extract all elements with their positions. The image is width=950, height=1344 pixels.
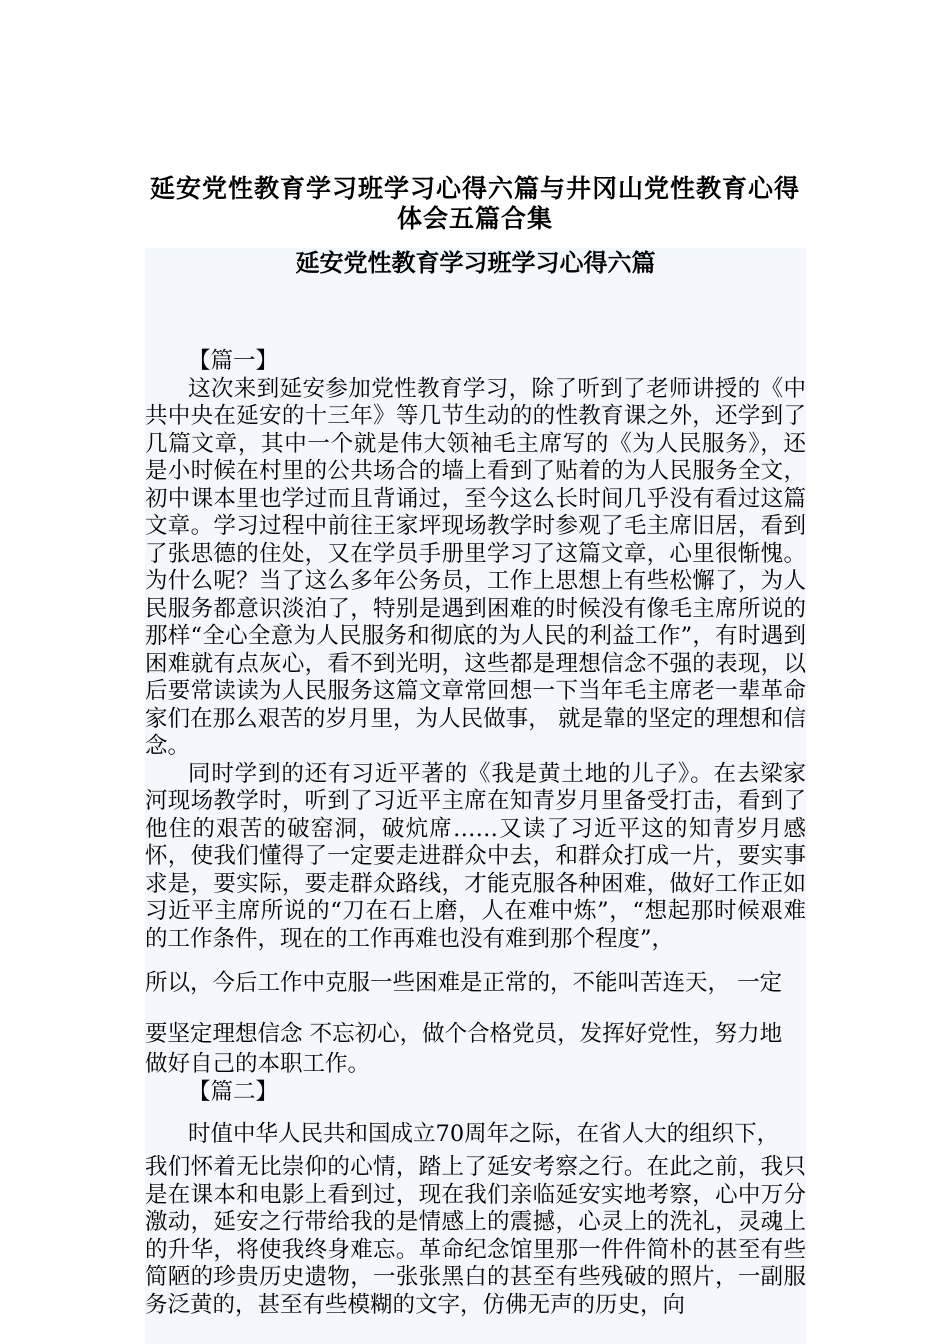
part2-label: 【篇二】 xyxy=(188,1078,279,1105)
part1-label: 【篇一】 xyxy=(188,348,279,374)
part1-paragraph-2: 同时学到的还有习近平著的《我是黄土地的儿子》。在去梁家河现场教学时，听到了习近平主席在知青岁月里备受打击，看到了他住的艰苦的破窑洞，破炕席……又读了习近平这的知青岁月感怀，使我们懂得了一定要走进群众中去，和群众打成一片，要实事求是，要实际，要走群众路线，才能克服各种困难，做好工作正如习近平主席所说的“刀在石上磨，人在难中炼”，“想起那时候艰难的工作条件，现在的工作再难也没有难到那个程度”， xyxy=(145,760,806,952)
part1-line-a: 所以，今后工作中克服一些困难是正常的，不能叫苦连天， 一定 xyxy=(145,970,783,996)
document-title-line2: 体会五篇合集 xyxy=(396,204,553,233)
section-title: 延安党性教育学习班学习心得六篇 xyxy=(295,248,656,277)
part1-line-b: 要坚定理想信念 不忘初心，做个合格党员，发挥好党性，努力地 xyxy=(145,1021,783,1047)
content-area xyxy=(145,248,806,1344)
document-title-line1: 延安党性教育学习班学习心得六篇与井冈山党性教育心得 xyxy=(149,174,800,203)
document-title xyxy=(140,174,810,234)
part1-line-c: 做好自己的本职工作。 xyxy=(145,1051,371,1077)
part2-first-line: 时值中华人民共和国成立70周年之际，在省人大的组织下， xyxy=(188,1121,780,1147)
part2-paragraph: 我们怀着无比崇仰的心情，踏上了延安考察之行。在此之前，我只是在课本和电影上看到过，现在我们亲临延安实地考察，心中万分激动，延安之行带给我的是情感上的震撼，心灵上的洗礼，灵魂上的升华，将使我终身难忘。革命纪念馆里那一件件简朴的甚至有些简陋的珍贵历史遗物，一张张黑白的甚至有些残破的照片，一副服务泛黄的，甚至有些模糊的文字，仿佛无声的历史，向 xyxy=(145,1154,806,1318)
part1-paragraph-1: 这次来到延安参加党性教育学习，除了听到了老师讲授的《中共中央在延安的十三年》等几节生动的的性教育课之外，还学到了几篇文章，其中一个就是伟大领袖毛主席写的《为人民服务》，还是小时候在村里的公共场合的墙上看到了贴着的为人民服务全文，初中课本里也学过而且背诵过，至今这么长时间几乎没有看过这篇文章。学习过程中前往王家坪现场教学时参观了毛主席旧居，看到了张思德的住处，又在学员手册里学习了这篇文章，心里很惭愧。为什么呢？当了这么多年公务员，工作上思想上有些松懈了，为人民服务都意识淡泊了，特别是遇到困难的时候没有像毛主席所说的那样“全心全意为人民服务和彻底的为人民的利益工作”，有时遇到困难就有点灰心，看不到光明，这些都是理想信念不强的表现，以后要常读读为人民服务这篇文章常回想一下当年毛主席老一辈革命家们在那么艰苦的岁月里，为人民做事， 就是靠的坚定的理想和信念。 xyxy=(145,375,806,759)
